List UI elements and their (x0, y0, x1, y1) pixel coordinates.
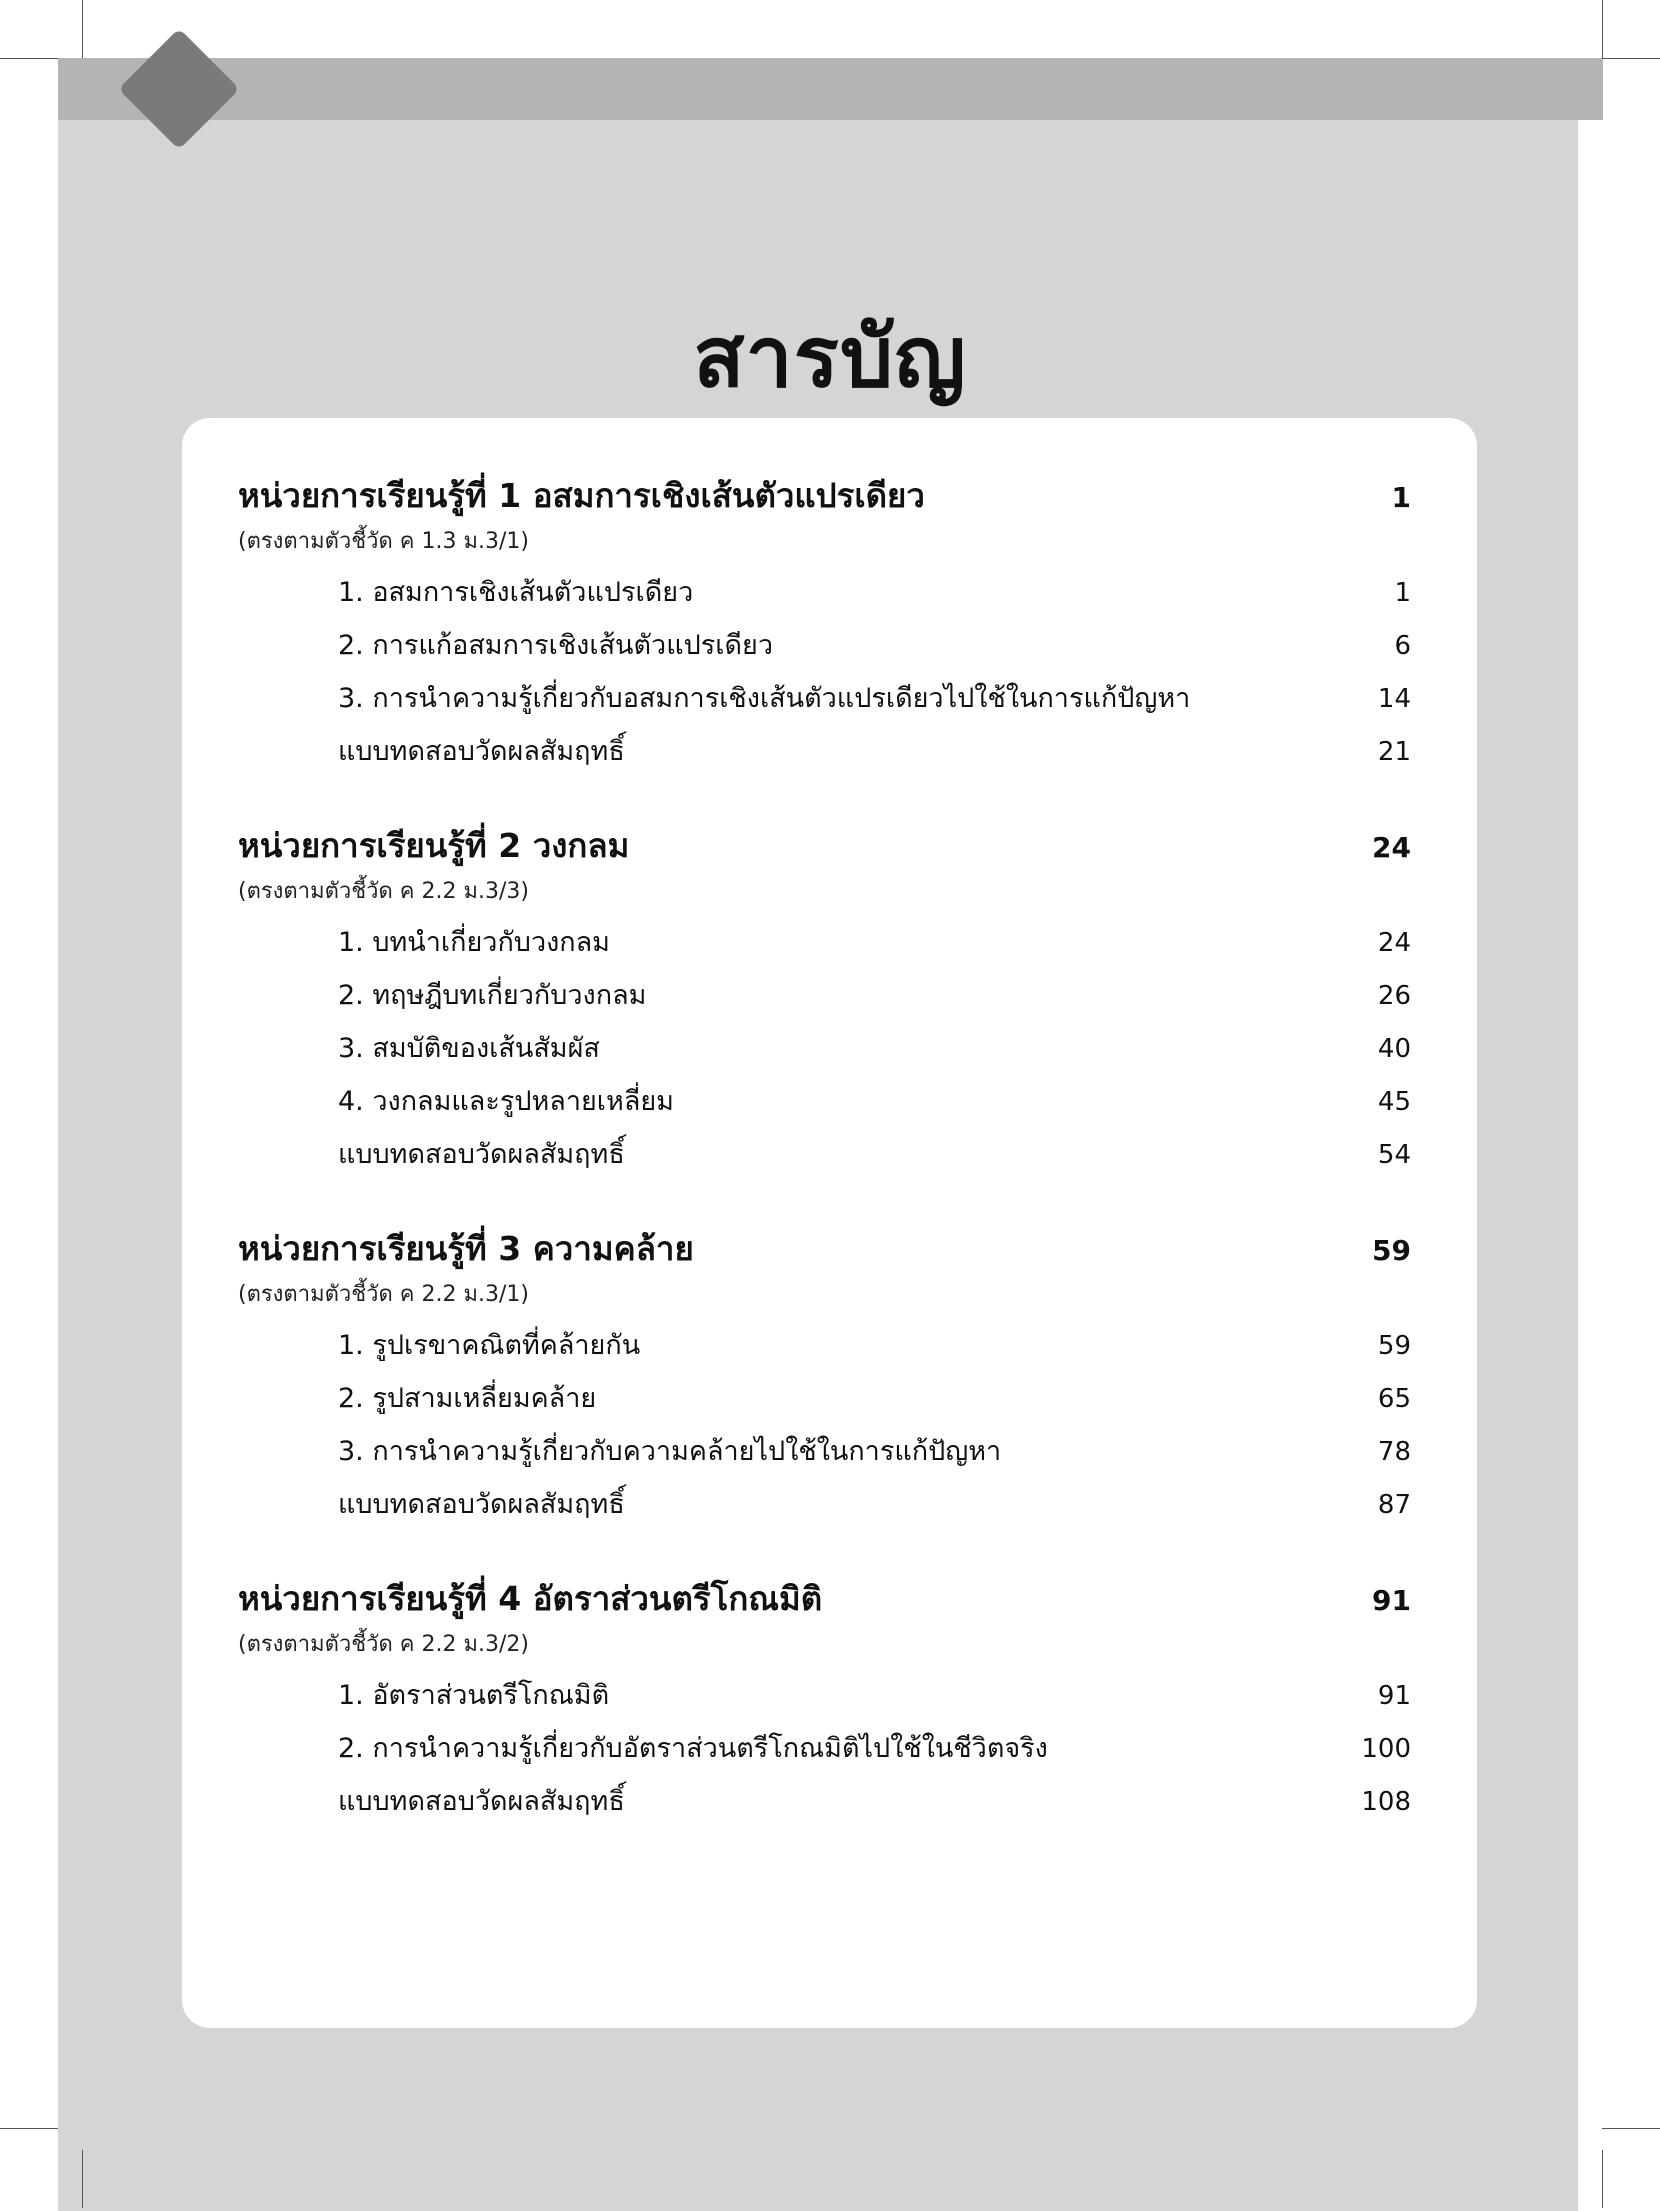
unit-indicator: (ตรงตามตัวชี้วัด ค 2.2 ม.3/3) (238, 879, 529, 904)
entry-label: 3. สมบัติของเส้นสัมผัส (338, 1033, 600, 1064)
toc-entry[interactable] (238, 1775, 1413, 1828)
entry-label: แบบทดสอบวัดผลสัมฤทธิ์ (338, 1786, 625, 1817)
entry-page-number: 24 (1377, 928, 1411, 958)
entry-label: 1. อสมการเชิงเส้นตัวแปรเดียว (338, 577, 694, 608)
crop-mark (1602, 58, 1660, 59)
entry-label: 2. ทฤษฎีบทเกี่ยวกับวงกลม (338, 980, 647, 1011)
toc-entry[interactable] (238, 725, 1413, 778)
toc-entry[interactable] (238, 1478, 1413, 1531)
toc-entry[interactable] (238, 672, 1413, 725)
page-title: สารบัญ (693, 308, 967, 406)
unit-page-number: 24 (1372, 831, 1411, 864)
entry-page-number: 78 (1377, 1437, 1411, 1467)
entry-label: แบบทดสอบวัดผลสัมฤทธิ์ (338, 1139, 625, 1170)
toc-entry[interactable] (238, 1425, 1413, 1478)
table-of-contents (238, 470, 1413, 1870)
entry-page-number: 40 (1377, 1034, 1411, 1064)
entry-page-number: 21 (1377, 737, 1411, 767)
unit-indicator: (ตรงตามตัวชี้วัด ค 2.2 ม.3/2) (238, 1632, 529, 1657)
unit-page-number: 91 (1372, 1584, 1411, 1617)
entry-page-number: 100 (1361, 1734, 1411, 1764)
entry-page-number: 87 (1377, 1490, 1411, 1520)
entry-label: 3. การนำความรู้เกี่ยวกับอสมการเชิงเส้นตัวแปรเดียวไปใช้ในการแก้ปัญหา (338, 683, 1191, 714)
entry-page-number: 6 (1394, 631, 1411, 661)
unit-indicator: (ตรงตามตัวชี้วัด ค 1.3 ม.3/1) (238, 529, 529, 554)
unit-heading[interactable] (238, 470, 1413, 522)
entry-label: 2. รูปสามเหลี่ยมคล้าย (338, 1383, 597, 1414)
entry-label: 1. รูปเรขาคณิตที่คล้ายกัน (338, 1330, 641, 1361)
toc-entry[interactable] (238, 969, 1413, 1022)
unit-heading[interactable] (238, 1223, 1413, 1275)
crop-mark (1602, 2128, 1660, 2129)
entry-page-number: 1 (1394, 578, 1411, 608)
header-band (58, 58, 1603, 120)
entry-label: 1. บทนำเกี่ยวกับวงกลม (338, 927, 610, 958)
toc-entry[interactable] (238, 916, 1413, 969)
entry-page-number: 45 (1377, 1087, 1411, 1117)
unit-title: หน่วยการเรียนรู้ที่ 1 อสมการเชิงเส้นตัวแปรเดียว (238, 476, 925, 515)
toc-entry[interactable] (238, 619, 1413, 672)
crop-mark (1602, 0, 1603, 58)
unit-page-number: 1 (1391, 481, 1411, 514)
toc-unit-3 (238, 1223, 1413, 1531)
entry-label: 1. อัตราส่วนตรีโกณมิติ (338, 1680, 610, 1711)
toc-entry[interactable] (238, 1128, 1413, 1181)
toc-unit-1 (238, 470, 1413, 778)
toc-entry[interactable] (238, 1722, 1413, 1775)
crop-mark (82, 2150, 83, 2208)
crop-mark (0, 58, 58, 59)
toc-entry[interactable] (238, 1372, 1413, 1425)
toc-entry[interactable] (238, 1075, 1413, 1128)
unit-indicator: (ตรงตามตัวชี้วัด ค 2.2 ม.3/1) (238, 1282, 529, 1307)
toc-entry[interactable] (238, 1022, 1413, 1075)
toc-entry[interactable] (238, 566, 1413, 619)
toc-entry[interactable] (238, 1669, 1413, 1722)
unit-title: หน่วยการเรียนรู้ที่ 2 วงกลม (238, 826, 630, 865)
crop-mark (82, 0, 83, 58)
entry-label: 3. การนำความรู้เกี่ยวกับความคล้ายไปใช้ในการแก้ปัญหา (338, 1436, 1002, 1467)
entry-label: 4. วงกลมและรูปหลายเหลี่ยม (338, 1086, 674, 1117)
toc-unit-4 (238, 1573, 1413, 1828)
entry-page-number: 54 (1377, 1140, 1411, 1170)
unit-page-number: 59 (1372, 1234, 1411, 1267)
toc-unit-2 (238, 820, 1413, 1181)
entry-label: แบบทดสอบวัดผลสัมฤทธิ์ (338, 1489, 625, 1520)
crop-mark (0, 2128, 58, 2129)
unit-title: หน่วยการเรียนรู้ที่ 4 อัตราส่วนตรีโกณมิติ (238, 1579, 823, 1618)
entry-page-number: 14 (1377, 684, 1411, 714)
crop-mark (1602, 2150, 1603, 2208)
entry-label: 2. การแก้อสมการเชิงเส้นตัวแปรเดียว (338, 630, 773, 661)
unit-heading[interactable] (238, 1573, 1413, 1625)
toc-entry[interactable] (238, 1319, 1413, 1372)
entry-page-number: 65 (1377, 1384, 1411, 1414)
entry-page-number: 91 (1377, 1681, 1411, 1711)
entry-page-number: 26 (1377, 981, 1411, 1011)
entry-label: แบบทดสอบวัดผลสัมฤทธิ์ (338, 736, 625, 767)
unit-heading[interactable] (238, 820, 1413, 872)
entry-page-number: 59 (1377, 1331, 1411, 1361)
entry-page-number: 108 (1361, 1787, 1411, 1817)
unit-title: หน่วยการเรียนรู้ที่ 3 ความคล้าย (238, 1229, 694, 1268)
entry-label: 2. การนำความรู้เกี่ยวกับอัตราส่วนตรีโกณมิติไปใช้ในชีวิตจริง (338, 1733, 1048, 1764)
